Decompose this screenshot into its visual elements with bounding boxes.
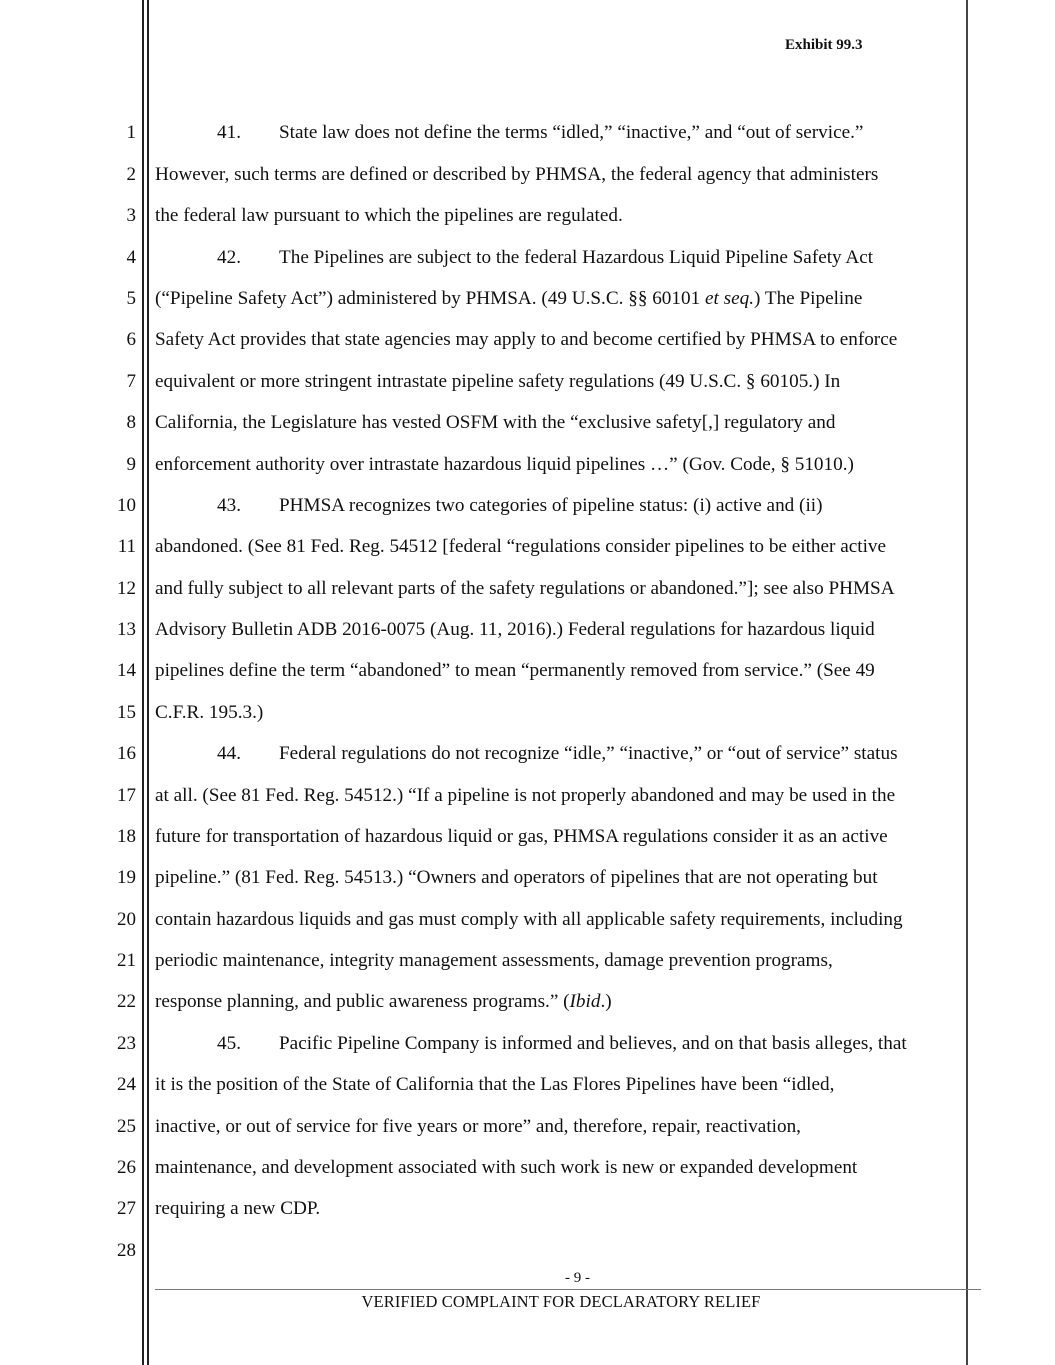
paragraph-number: 41. [217, 122, 241, 143]
paragraph-43-line: Advisory Bulletin ADB 2016-0075 (Aug. 11, 2016).) Federal regulations for hazardous liquid [155, 619, 875, 640]
paragraph-43-line: abandoned. (See 81 Fed. Reg. 54512 [federal “regulations consider pipelines to be either active [155, 536, 887, 557]
paragraph-42-line: Safety Act provides that state agencies may apply to and become certified by PHMSA to enforce [155, 329, 898, 350]
line-number: 8 [126, 412, 136, 433]
paragraph-41-line: the federal law pursuant to which the pipelines are regulated. [155, 205, 623, 226]
paragraph-45-line [155, 1033, 907, 1055]
paragraph-42-line [155, 247, 873, 269]
line-number: 9 [126, 454, 136, 475]
line-number: 26 [117, 1157, 136, 1178]
text-line: Federal regulations do not recognize “idle,” “inactive,” or “out of service” status [279, 743, 898, 764]
italic-citation: Ibid [569, 991, 601, 1012]
line-number: 20 [117, 909, 136, 930]
line-number: 18 [117, 826, 136, 847]
paragraph-43-line: pipelines define the term “abandoned” to mean “permanently removed from service.” (See 49 [155, 660, 875, 681]
line-number: 6 [126, 329, 136, 350]
line-number: 19 [117, 867, 136, 888]
paragraph-41-line: However, such terms are defined or described by PHMSA, the federal agency that administers [155, 164, 879, 185]
paragraph-42-line: California, the Legislature has vested OSFM with the “exclusive safety[,] regulatory and [155, 412, 836, 433]
text-line: PHMSA recognizes two categories of pipeline status: (i) active and (ii) [279, 495, 823, 516]
text-line: The Pipelines are subject to the federal Hazardous Liquid Pipeline Safety Act [279, 247, 874, 268]
italic-citation: et seq. [704, 288, 755, 309]
paragraph-44-line: at all. (See 81 Fed. Reg. 54512.) “If a pipeline is not properly abandoned and may be used in the [155, 785, 896, 806]
line-number: 5 [126, 288, 136, 309]
footer-divider [155, 1289, 981, 1290]
footer-document-title: VERIFIED COMPLAINT FOR DECLARATORY RELIEF [361, 1292, 761, 1311]
paragraph-42-line [155, 288, 862, 310]
text-line: Pacific Pipeline Company is informed and believes, and on that basis alleges, that [279, 1033, 907, 1054]
line-number: 3 [126, 205, 136, 226]
line-number: 21 [117, 950, 136, 971]
line-number: 15 [117, 702, 136, 723]
paragraph-44-line: periodic maintenance, integrity management assessments, damage prevention programs, [155, 950, 833, 971]
paragraph-number: 42. [217, 247, 241, 268]
paragraph-number: 45. [217, 1033, 241, 1054]
left-margin-rule [142, 0, 144, 1365]
line-number: 24 [117, 1074, 136, 1095]
paragraph-42-line: equivalent or more stringent intrastate pipeline safety regulations (49 U.S.C. § 60105.) In [155, 371, 841, 392]
line-number: 16 [117, 743, 136, 764]
paragraph-45-line: it is the position of the State of California that the Las Flores Pipelines have been “idled, [155, 1074, 835, 1095]
line-number: 14 [117, 660, 136, 681]
text-line: ) The Pipeline [754, 288, 863, 309]
text-line: State law does not define the terms “idled,” “inactive,” and “out of service.” [279, 122, 864, 143]
text-line: response planning, and public awareness programs.” ( [155, 991, 570, 1012]
line-number: 4 [126, 247, 136, 268]
left-margin-rule-inner [147, 0, 149, 1365]
paragraph-number: 44. [217, 743, 241, 764]
line-number: 23 [117, 1033, 136, 1054]
paragraph-44-line: pipeline.” (81 Fed. Reg. 54513.) “Owners and operators of pipelines that are not operating but [155, 867, 878, 888]
paragraph-44-line [155, 743, 898, 765]
paragraph-44-line [155, 991, 612, 1013]
exhibit-label: Exhibit 99.3 [785, 37, 863, 53]
line-number: 27 [117, 1198, 136, 1219]
line-number: 12 [117, 578, 136, 599]
line-number: 22 [117, 991, 136, 1012]
line-number: 10 [117, 495, 136, 516]
page-number: - 9 - [565, 1270, 590, 1286]
paragraph-43-line: C.F.R. 195.3.) [155, 702, 264, 723]
line-number: 28 [117, 1240, 136, 1261]
line-number: 17 [117, 785, 136, 806]
line-number: 25 [117, 1116, 136, 1137]
paragraph-45-line: maintenance, and development associated with such work is new or expanded development [155, 1157, 858, 1178]
line-number: 2 [126, 164, 136, 185]
paragraph-44-line: future for transportation of hazardous liquid or gas, PHMSA regulations consider it as an active [155, 826, 888, 847]
paragraph-45-line: inactive, or out of service for five years or more” and, therefore, repair, reactivation, [155, 1116, 801, 1137]
line-number: 1 [126, 122, 136, 143]
text-line: .) [600, 991, 612, 1012]
paragraph-43-line [155, 495, 823, 517]
paragraph-41-line [155, 122, 863, 144]
line-number: 7 [126, 371, 136, 392]
paragraph-43-line: and fully subject to all relevant parts of the safety regulations or abandoned.”]; see also PHMSA [155, 578, 895, 599]
paragraph-42-line: enforcement authority over intrastate hazardous liquid pipelines …” (Gov. Code, § 51010.) [155, 454, 854, 475]
right-margin-rule [966, 0, 968, 1365]
line-number: 11 [117, 536, 136, 557]
text-line: (“Pipeline Safety Act”) administered by PHMSA. (49 U.S.C. §§ 60101 [155, 288, 705, 309]
paragraph-44-line: contain hazardous liquids and gas must comply with all applicable safety requirements, including [155, 909, 903, 930]
paragraph-number: 43. [217, 495, 241, 516]
line-number: 13 [117, 619, 136, 640]
paragraph-45-line: requiring a new CDP. [155, 1198, 321, 1219]
